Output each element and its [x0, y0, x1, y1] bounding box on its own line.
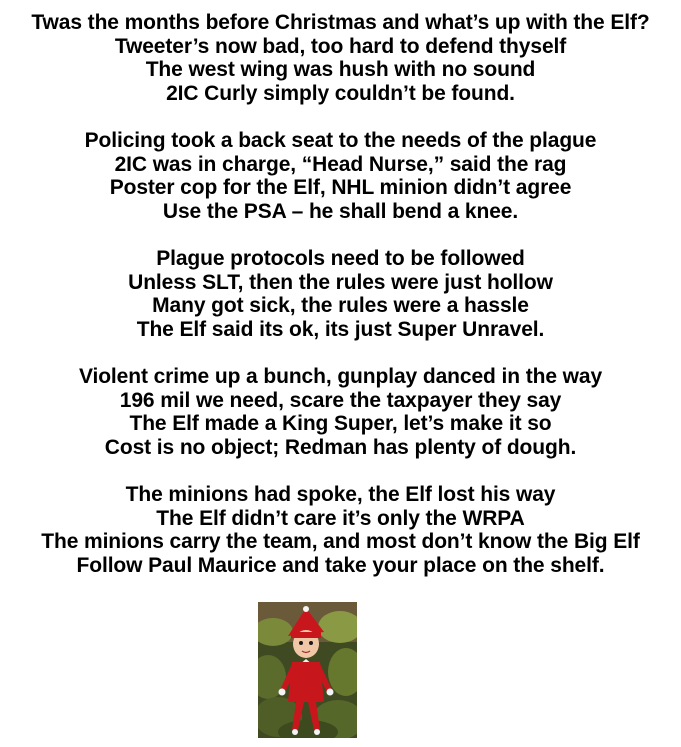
poem-line: The minions carry the team, and most don’t know the Big Elf: [41, 530, 640, 553]
poem-line: The minions had spoke, the Elf lost his way: [125, 483, 556, 506]
poem-line: Use the PSA – he shall bend a knee.: [162, 199, 519, 223]
elf-icon: [258, 602, 357, 738]
poem-line: Twas the months before Christmas and what’s up with the Elf?: [31, 11, 650, 34]
poem-line: 2IC Curly simply couldn’t be found.: [166, 81, 515, 105]
poem-line: Violent crime up a bunch, gunplay danced in the way: [78, 365, 603, 388]
stanza-2: [0, 129, 681, 223]
stanza-4: [0, 365, 681, 459]
stanza-1: [0, 11, 681, 105]
poem-line: The Elf said its ok, its just Super Unravel.: [136, 317, 545, 341]
stanza-3: [0, 247, 681, 341]
poem-line: Follow Paul Maurice and take your place on the shelf.: [76, 553, 605, 577]
poem-line: 2IC was in charge, “Head Nurse,” said the rag: [114, 152, 567, 176]
poem-line: Cost is no object; Redman has plenty of dough.: [104, 435, 577, 459]
poem-line: Poster cop for the Elf, NHL minion didn’t agree: [109, 176, 572, 199]
poem-line: 196 mil we need, scare the taxpayer they say: [119, 388, 562, 412]
elf-photo: [258, 602, 357, 738]
poem: [0, 11, 681, 601]
poem-line: The Elf didn’t care it’s only the WRPA: [156, 506, 525, 530]
stanza-5: [0, 483, 681, 577]
poem-line: Unless SLT, then the rules were just hollow: [128, 270, 553, 294]
poem-line: The west wing was hush with no sound: [145, 58, 536, 81]
poem-line: Policing took a back seat to the needs of the plague: [84, 129, 597, 152]
poem-line: Tweeter’s now bad, too hard to defend thyself: [114, 34, 567, 58]
poem-line: The Elf made a King Super, let’s make it so: [129, 412, 552, 435]
poem-line: Many got sick, the rules were a hassle: [152, 294, 529, 317]
poem-line: Plague protocols need to be followed: [156, 247, 525, 270]
